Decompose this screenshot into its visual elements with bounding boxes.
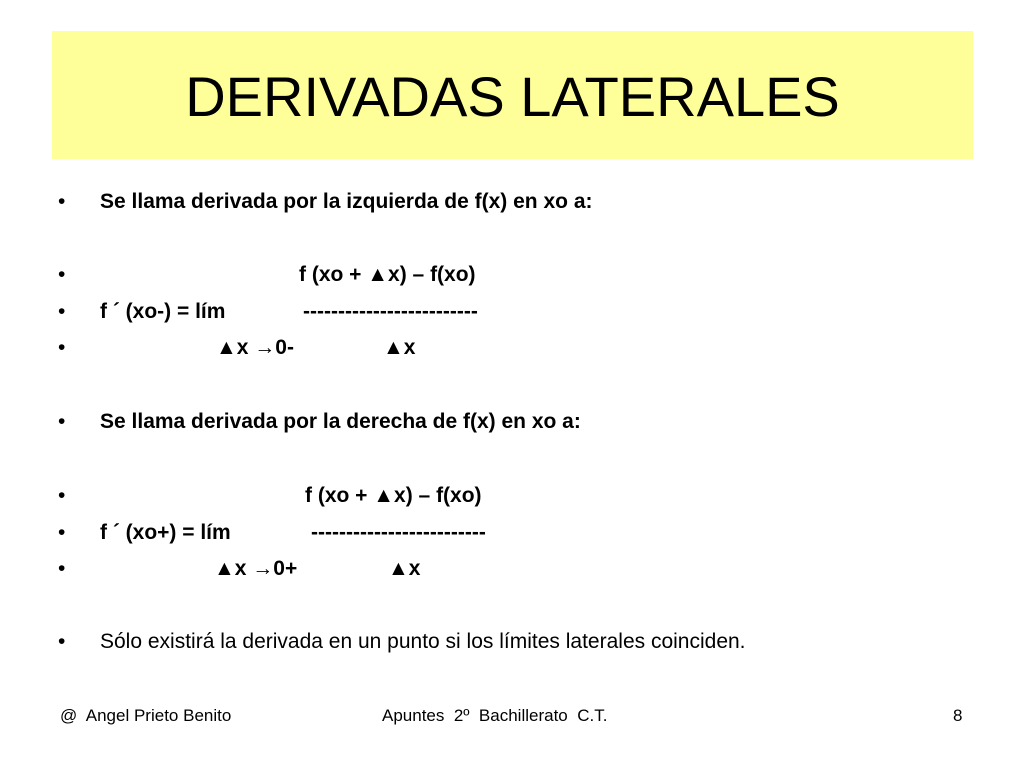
left-limit-variable: ▲x →0- [216, 336, 294, 359]
right-denominator: ▲x [388, 557, 421, 580]
bullet-marker: • [58, 557, 66, 580]
right-fraction-line: ------------------------- [311, 521, 486, 544]
left-fraction-line: ------------------------- [303, 300, 478, 323]
bullet-marker: • [58, 300, 66, 323]
bullet-marker: • [58, 190, 66, 213]
footer-page-number: 8 [953, 706, 963, 725]
left-numerator: f (xo + ▲x) – f(xo) [299, 263, 476, 286]
bullet-marker: • [58, 336, 66, 359]
right-limit-variable: ▲x →0+ [214, 557, 298, 580]
right-definition-text: Se llama derivada por la derecha de f(x) en xo a: [100, 410, 581, 433]
slide-title: DERIVADAS LATERALES [185, 64, 840, 128]
footer-author: @ Angel Prieto Benito [60, 706, 232, 725]
bullet-marker: • [58, 263, 66, 286]
bullet-marker: • [58, 484, 66, 507]
right-limit-lhs: f ´ (xo+) = lím [100, 521, 231, 544]
bullet-marker: • [58, 410, 66, 433]
footer-course: Apuntes 2º Bachillerato C.T. [382, 706, 608, 725]
title-banner [52, 31, 973, 159]
left-limit-lhs: f ´ (xo-) = lím [100, 300, 226, 323]
right-numerator: f (xo + ▲x) – f(xo) [305, 484, 482, 507]
left-definition-text: Se llama derivada por la izquierda de f(x) en xo a: [100, 190, 593, 213]
left-denominator: ▲x [383, 336, 416, 359]
conclusion-text: Sólo existirá la derivada en un punto si los límites laterales coinciden. [100, 630, 746, 653]
bullet-marker: • [58, 521, 66, 544]
bullet-marker: • [58, 630, 66, 653]
